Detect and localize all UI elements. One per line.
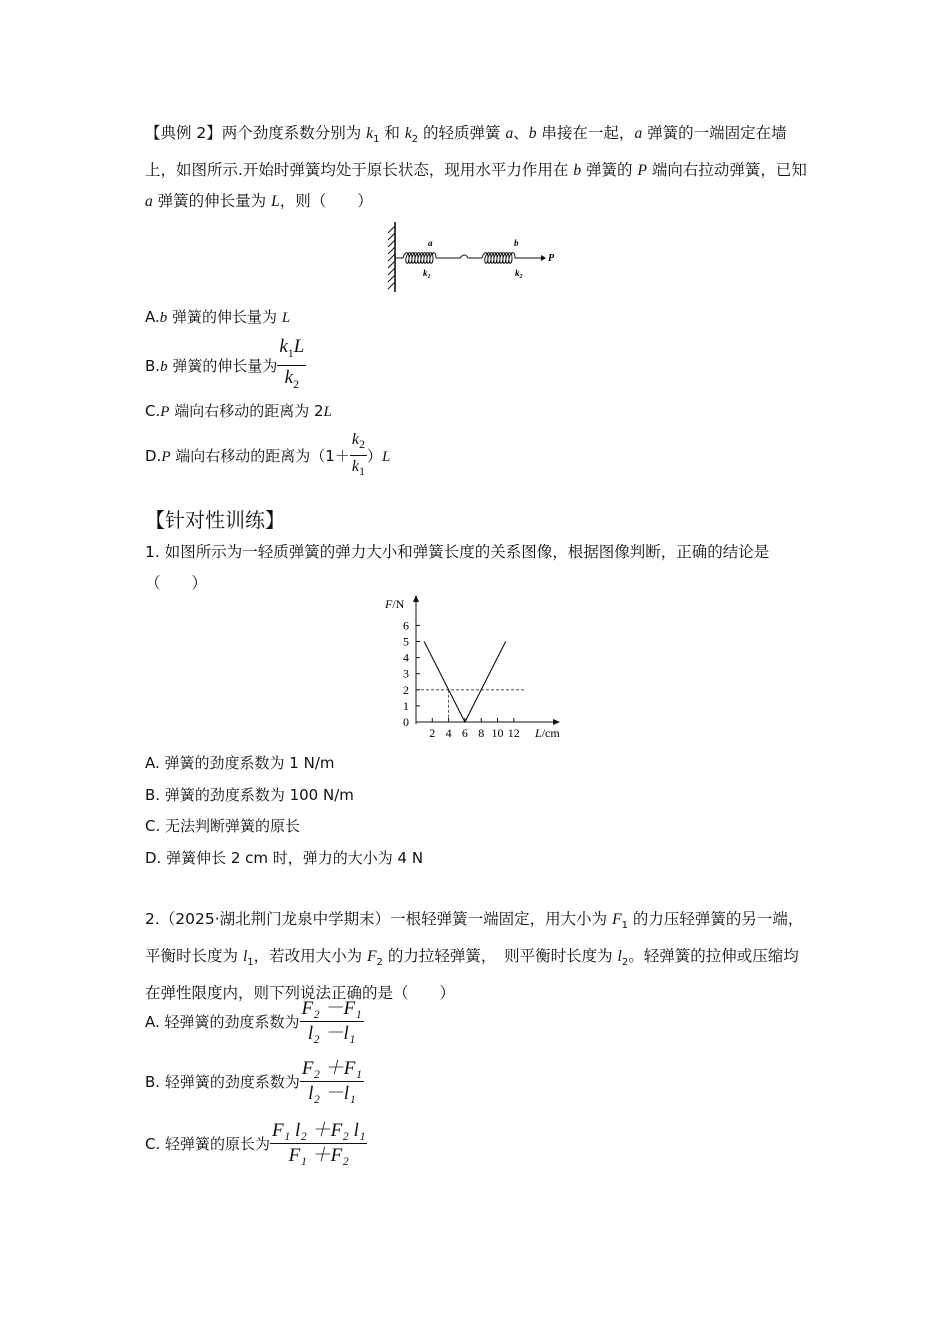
x-tick-label: 10 <box>491 726 504 740</box>
x-tick-label: 2 <box>429 726 436 740</box>
x-axis-label: L/cm <box>535 726 560 740</box>
q2-option-a: A. 轻弹簧的劲度系数为 $\frac{\text{F₂ －F₁}}{\text{l₂ －l₁}}$ <box>145 998 362 1044</box>
pull-arrow <box>541 255 546 261</box>
series-line-0 <box>424 642 506 723</box>
label-a: a <box>428 238 433 248</box>
spring-figure <box>385 220 565 296</box>
q1-option-d: D. 弹簧伸长 2 cm 时，弹力的大小为 4 N <box>145 849 424 867</box>
section-heading: 【针对性训练】 <box>145 508 285 532</box>
y-tick-label: 0 <box>403 715 409 729</box>
q1-option-c: C. 无法判断弹簧的原长 <box>145 817 301 835</box>
x-tick-label: 12 <box>507 726 520 740</box>
y-tick-label: 1 <box>403 698 409 713</box>
q1-option-b: B. 弹簧的劲度系数为 100 N/m <box>145 786 354 804</box>
example-option-c: C.P 端向右移动的距离为 2L <box>145 402 332 420</box>
q2-c-fraction: $\frac{\text{F₁ l₂ ＋F₂ l₁}}{\text{F₁ ＋F₂}}$ <box>272 1120 366 1166</box>
wall-hatch <box>388 226 395 289</box>
example-2-stem: 【典例 2】两个劲度系数分别为 $k_1$ 和 $k_2$ 的轻质弹簧 a、b 串接在一起，a 弹簧的一端固定在墙上，如图所示.开始时弹簧均处于原长状态，现用水平力作用在 b 弹簧的 P 端向右拉动弹簧，已知 a 弹簧的伸长量为 L，则（ ） <box>145 124 807 211</box>
y-axis-arrow <box>413 595 419 602</box>
example-option-a: A.b 弹簧的伸长量为 L <box>145 308 291 326</box>
q2-stem: 2.（2025·湖北荆门龙泉中学期末）一根轻弹簧一端固定，用大小为 $F_1$ 的力压轻弹簧的另一端，平衡时长度为 $l_1$，若改用大小为 $F_2$ 的力拉轻弹簧， 则平衡时长度为 $l_2$。轻弹簧的拉伸或压缩均在弹性限度内，则下列说法正确的是（ ） <box>145 910 804 1003</box>
q1-option-a: A. 弹簧的劲度系数为 1 N/m <box>145 754 335 772</box>
x-tick-label: 6 <box>461 726 468 740</box>
y-tick-label: 2 <box>403 682 409 697</box>
label-k1: $k_1$ <box>423 268 431 280</box>
q2-b-fraction: $\frac{\text{F₂ ＋F₁}}{\text{l₂ －l₁}}$ <box>301 1058 363 1104</box>
q2-option-c: C. 轻弹簧的原长为 $\frac{\text{F₁ l₂ ＋F₂ l₁}}{\text{F₁ ＋F₂}}$ <box>145 1120 366 1166</box>
spring-b <box>482 253 541 264</box>
q2-option-b: B. 轻弹簧的劲度系数为 $\frac{\text{F₂ ＋F₁}}{\text{l₂ －l₁}}$ <box>145 1058 363 1104</box>
x-tick-label: 8 <box>478 726 485 740</box>
q2-a-fraction: $\frac{\text{F₂ －F₁}}{\text{l₂ －l₁}}$ <box>301 998 362 1044</box>
y-tick-label: 3 <box>403 666 409 681</box>
y-tick-label: 6 <box>403 618 409 633</box>
fraction-k1L-over-k2: $\frac{k_1L}{k_2}$ <box>279 336 305 391</box>
label-b: b <box>514 238 519 248</box>
x-tick-label: 4 <box>445 726 452 740</box>
spring-a <box>395 253 482 264</box>
label-P: P <box>548 253 555 264</box>
q1-stem: 1. 如图所示为一轻质弹簧的弹力大小和弹簧长度的关系图像，根据图像判断，正确的结论是（ ） <box>145 543 770 592</box>
example-option-b: B.b 弹簧的伸长量为 $\frac{k_1L}{k_2}$ <box>145 336 306 395</box>
y-axis-label: F/N <box>385 597 405 611</box>
fraction-k2-over-k1: $\frac{k_2}{k_1}$ <box>351 431 365 479</box>
x-axis-arrow <box>553 719 560 725</box>
label-k2: $k_2$ <box>515 268 523 280</box>
example-option-d: D.P 端向右移动的距离为（1＋ $\frac{k_2}{k_1}$ ）L <box>145 430 390 481</box>
example-tag: 【典例 2】 <box>145 124 222 142</box>
force-length-chart <box>375 592 575 742</box>
y-tick-label: 4 <box>403 650 409 665</box>
y-tick-label: 5 <box>403 634 409 649</box>
